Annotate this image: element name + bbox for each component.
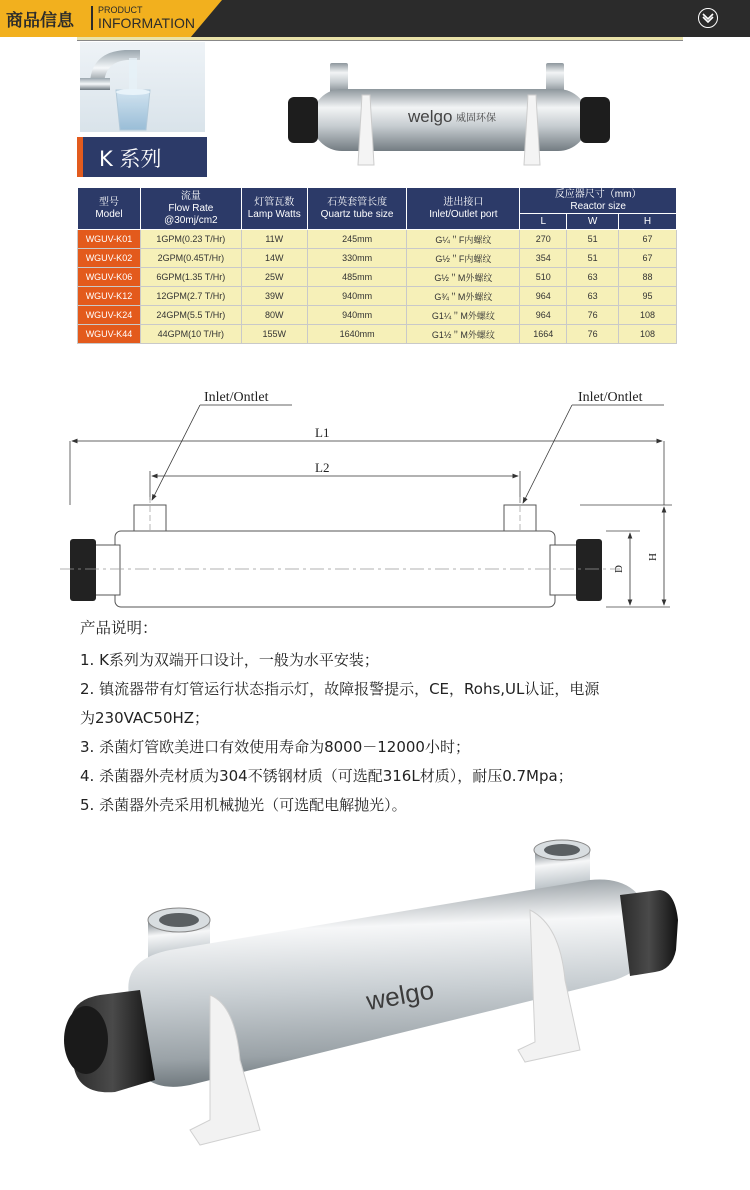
cell-watts: 25W <box>241 268 307 287</box>
cell-w: 76 <box>567 325 619 344</box>
chevron-down-circle-icon[interactable] <box>698 8 718 28</box>
cell-port: G½＂F内螺纹 <box>407 249 520 268</box>
header-title-en: INFORMATION <box>98 15 195 31</box>
cell-flow: 1GPM(0.23 T/Hr) <box>140 230 241 249</box>
cell-quartz: 940mm <box>307 287 407 306</box>
cell-h: 108 <box>619 325 677 344</box>
description-title: 产品说明： <box>80 619 158 637</box>
cell-w: 63 <box>567 287 619 306</box>
header-title-en-small: PRODUCT <box>98 5 143 15</box>
cell-l: 964 <box>520 306 567 325</box>
description-line-2: 2. 镇流器带有灯管运行状态指示灯，故障报警提示，CE，Rohs,UL认证，电源 <box>80 680 600 698</box>
table-row <box>78 230 677 249</box>
dimension-l1: L1 <box>315 425 330 440</box>
table-row <box>78 249 677 268</box>
cell-flow: 24GPM(5.5 T/Hr) <box>140 306 241 325</box>
cell-quartz: 485mm <box>307 268 407 287</box>
cell-port: G1½＂M外螺纹 <box>407 325 520 344</box>
header-port: 进出接口 Inlet/Outlet port <box>407 188 520 230</box>
cell-port: G¾＂M外螺纹 <box>407 287 520 306</box>
description-line-4: 3. 杀菌灯管欧美进口有效使用寿命为8000－12000小时； <box>80 738 470 756</box>
description-line-3: 为230VAC50HZ； <box>80 709 210 727</box>
table-row <box>78 268 677 287</box>
cell-h: 108 <box>619 306 677 325</box>
cell-model: WGUV-K44 <box>78 325 141 344</box>
cell-l: 354 <box>520 249 567 268</box>
cell-flow: 2GPM(0.45T/Hr) <box>140 249 241 268</box>
inlet-label-left: Inlet/Ontlet <box>204 390 269 405</box>
table-row <box>78 287 677 306</box>
cell-model: WGUV-K12 <box>78 287 141 306</box>
header-reactor: 反应器尺寸（mm） Reactor size <box>520 188 677 214</box>
cell-model: WGUV-K24 <box>78 306 141 325</box>
brand-logo-cn: 威固环保 <box>456 113 496 124</box>
cell-port: G½＂M外螺纹 <box>407 268 520 287</box>
cell-h: 88 <box>619 268 677 287</box>
table-row <box>78 325 677 344</box>
table-remnant-strip <box>77 37 683 41</box>
header-flow: 流量 Flow Rate @30mj/cm2 <box>140 188 241 230</box>
cell-h: 67 <box>619 249 677 268</box>
cell-h: 95 <box>619 287 677 306</box>
uv-sterilizer-image-bottom <box>60 830 690 1170</box>
cell-flow: 44GPM(10 T/Hr) <box>140 325 241 344</box>
cell-watts: 11W <box>241 230 307 249</box>
dimension-l2: L2 <box>315 460 330 475</box>
cell-port: G1¼＂M外螺纹 <box>407 306 520 325</box>
header-title-cn: 商品信息 <box>6 11 74 31</box>
brand-logo-bottom: welgo <box>364 974 437 1016</box>
cell-h: 67 <box>619 230 677 249</box>
dimension-h: H <box>647 553 659 561</box>
cell-w: 51 <box>567 230 619 249</box>
brand-logo-top: welgo <box>408 107 453 126</box>
faucet-glass-image <box>80 42 205 132</box>
cell-watts: 155W <box>241 325 307 344</box>
description-line-1: 1. K系列为双端开口设计，一般为水平安装； <box>80 651 379 669</box>
cell-quartz: 940mm <box>307 306 407 325</box>
cell-flow: 6GPM(1.35 T/Hr) <box>140 268 241 287</box>
description-line-6: 5. 杀菌器外壳采用机械抛光（可选配电解抛光）。 <box>80 796 407 814</box>
header-model: 型号 Model <box>78 188 141 230</box>
cell-l: 270 <box>520 230 567 249</box>
series-label-text: K 系列 <box>99 147 162 171</box>
series-accent-bar <box>77 137 83 177</box>
cell-model: WGUV-K06 <box>78 268 141 287</box>
cell-watts: 39W <box>241 287 307 306</box>
uv-sterilizer-image-top <box>280 55 620 175</box>
header-watts: 灯管瓦数 Lamp Watts <box>241 188 307 230</box>
cell-w: 63 <box>567 268 619 287</box>
header-separator <box>91 6 93 30</box>
description-line-5: 4. 杀菌器外壳材质为304不锈钢材质（可选配316L材质），耐压0.7Mpa； <box>80 767 573 785</box>
header-quartz: 石英套管长度 Quartz tube size <box>307 188 407 230</box>
dimension-d: D <box>613 565 625 573</box>
section-header <box>0 0 750 37</box>
cell-quartz: 245mm <box>307 230 407 249</box>
cell-quartz: 1640mm <box>307 325 407 344</box>
inlet-label-right: Inlet/Ontlet <box>578 390 643 405</box>
spec-table <box>77 187 677 344</box>
cell-model: WGUV-K02 <box>78 249 141 268</box>
cell-port: G¼＂F内螺纹 <box>407 230 520 249</box>
cell-w: 51 <box>567 249 619 268</box>
series-label <box>77 137 207 177</box>
cell-flow: 12GPM(2.7 T/Hr) <box>140 287 241 306</box>
dimension-drawing <box>60 385 690 615</box>
cell-model: WGUV-K01 <box>78 230 141 249</box>
cell-l: 964 <box>520 287 567 306</box>
cell-watts: 14W <box>241 249 307 268</box>
table-row <box>78 306 677 325</box>
cell-l: 1664 <box>520 325 567 344</box>
header-h: H <box>619 214 677 230</box>
header-l: L <box>520 214 567 230</box>
cell-watts: 80W <box>241 306 307 325</box>
product-description <box>80 616 740 820</box>
header-w: W <box>567 214 619 230</box>
cell-quartz: 330mm <box>307 249 407 268</box>
cell-l: 510 <box>520 268 567 287</box>
cell-w: 76 <box>567 306 619 325</box>
